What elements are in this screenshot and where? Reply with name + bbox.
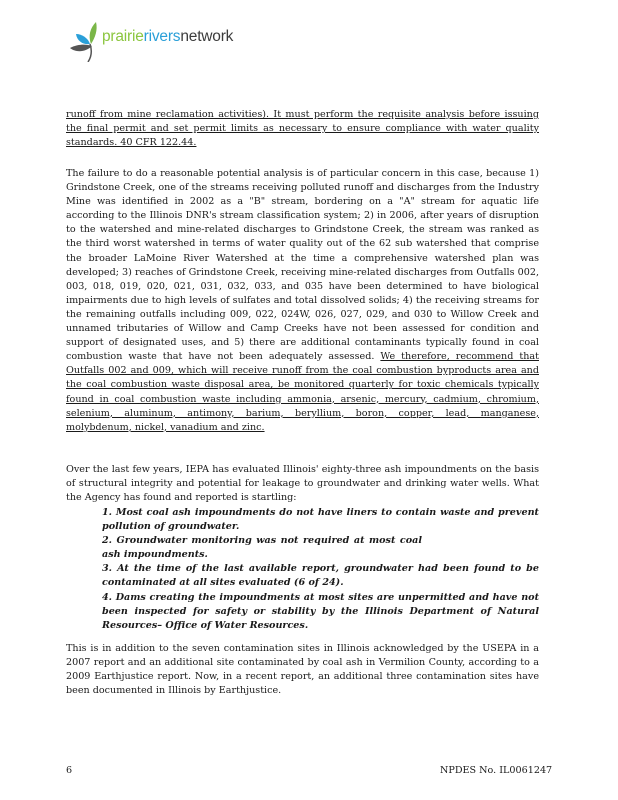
finding-item: 4. Dams creating the impoundments at most sites are unpermitted and have not been inspected for safety or stability by the Illinois Department of Natural Resources– Office of Water Resources. (102, 591, 539, 631)
permit-number: NPDES No. IL0061247 (440, 765, 553, 776)
paragraph-2 (66, 167, 539, 435)
paragraph-1: runoff from mine reclamation activities). It must perform the requisite analysis before issuing the final permit and set permit limits as necessary to ensure compliance with water quality standards. 40 CFR 122.44. (66, 109, 539, 149)
paragraph-3: Over the last few years, IEPA has evaluated Illinois' eighty-three ash impoundments on the basis of structural integrity and potential for leakage to groundwater and drinking water wells. What the Agency has found and reported is startling: (66, 464, 539, 504)
leaf-icon (66, 18, 106, 62)
logo-part-prairie: prairie (102, 28, 144, 45)
logo-part-rivers: rivers (143, 28, 181, 45)
findings-list (102, 506, 539, 633)
logo-wordmark (102, 28, 233, 46)
logo-part-network: network (180, 28, 234, 45)
finding-item: 3. At the time of the last available report, groundwater had been found to be contaminated at all sites evaluated (6 of 24). (102, 563, 539, 589)
page-number: 6 (66, 765, 73, 776)
paragraph-4: This is in addition to the seven contamination sites in Illinois acknowledged by the USEPA in a 2007 report and an additional site contaminated by coal ash in Vermilion County, according to a 2009 Earthjustice report. Now, in a recent report, an additional three contamination sites have been documented in Illinois by Earthjustice. (66, 643, 539, 697)
logo (66, 18, 266, 62)
paragraph-2-text: The failure to do a reasonable potential analysis is of particular concern in this case, because 1) Grindstone Creek, one of the streams receiving polluted runoff and discharges from the Industry Mine was identified in 2002 as a "B" stream, bordering on a "A" stream for aquatic life according to the Illinois DNR's stream classification system; 2) in 2006, after years of disruption to the watershed and mine-related discharges to Grindstone Creek, the stream was ranked as the third worst watershed in terms of water quality out of the 62 sub watershed that comprise the broader LaMoine River Watershed at the time a comprehensive watershed plan was developed; 3) reaches of Grindstone Creek, receiving mine-related discharges from Outfalls 002, 003, 018, 019, 020, 021, 031, 032, 033, and 035 have been determined to have biological impairments due to high levels of sulfates and total dissolved solids; 4) the receiving streams for the remaining outfalls including 009, 022, 024W, 026, 027, 029, and 030 to Willow Creek and unnamed tributaries of Willow and Camp Creeks have not been assessed for condition and support of designated uses, and 5) there are additional contaminants typically found in coal combustion waste that have not been adequately assessed. (66, 168, 539, 363)
paragraph-2-recommendation: We therefore, recommend that Outfalls 002 and 009, which will receive runoff from the coal combustion byproducts area and the coal combustion waste disposal area, be monitored quarterly for toxic chemicals typically found in coal combustion waste including ammonia, arsenic, mercury, cadmium, chromium, selenium, aluminum, antimony, barium, beryllium, boron, copper, lead, manganese, molybdenum, nickel, vanadium and zinc. (66, 351, 539, 433)
finding-item: 2. Groundwater monitoring was not required at most coal ash impoundments. (102, 535, 422, 561)
finding-item: 1. Most coal ash impoundments do not have liners to contain waste and prevent pollution of groundwater. (102, 507, 539, 533)
